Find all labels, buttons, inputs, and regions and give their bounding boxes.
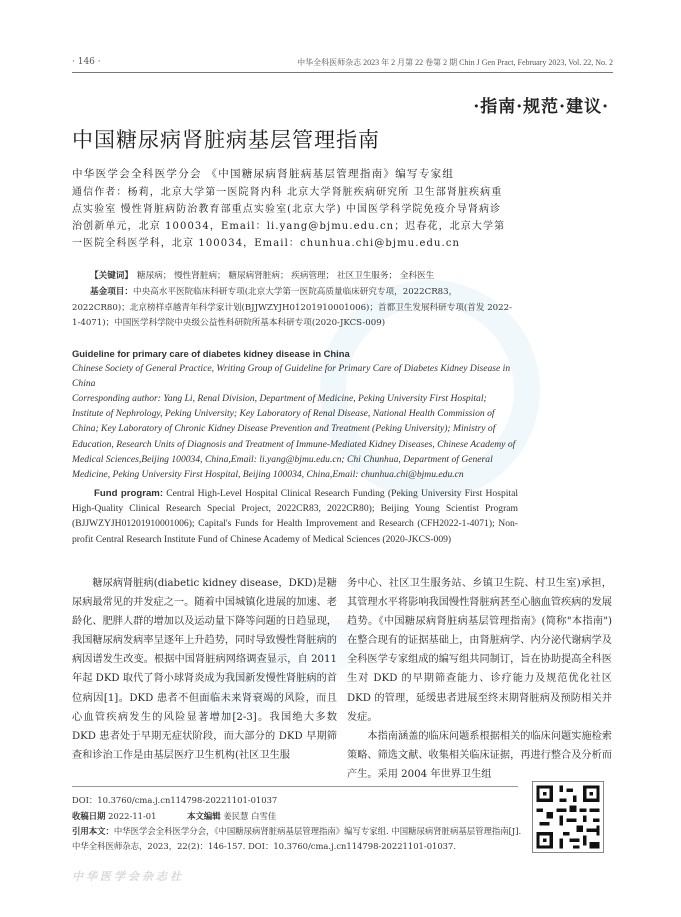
keywords	[90, 269, 434, 281]
english-fund-text: Central High-Level Hospital Clinical Research Funding (Peking University First Hospital High-Quality Clinical Research Special Project, 2022CR83, 2022CR80); Beijing Young Scientist Program (BJJWZYJH01201910001006); Capital's Funds for Health Improvement and Research (CFH2022-1-4071); Non-profit Central Research Institute Fund of Chinese Academy of Medical Sciences (2020-JKCS-009)	[72, 488, 518, 545]
english-organization: Chinese Society of General Practice, Writing Group of Guideline for Primary Care of Diabetes Kidney Disease in China	[72, 363, 511, 390]
received-date: 2022-11-01	[108, 811, 157, 821]
body-paragraph: 务中心、社区卫生服务站、乡镇卫生院、村卫生室)承担，其管理水平将影响我国慢性肾脏病甚至心脑血管疾病的发展趋势。《中国糖尿病肾脏病基层管理指南》(简称"本指南")在整合现有的证据基础上，由肾脏病学、内分泌代谢病学及全科医学专家组成的编写组共同制订，旨在协助提高全科医生对 DKD 的早期筛查能力、诊疗能力及规范优化社区 DKD 的管理，延缓患者进展至终末期肾脏病及预防相关并发症。	[347, 578, 612, 723]
journal-logo: 中华医学会杂志社	[72, 870, 184, 883]
corresponding-author: 通信作者：杨莉，北京大学第一医院肾内科 北京大学肾脏疾病研究所 卫生部肾脏疾病重点实验室 慢性肾脏病防治教育部重点实验室(北京大学) 中国医学科学院免疫介导肾病诊治创新单元，北京 100034，Email：li.yang@bjmu.edu.cn；迟春花，北京大学第一医院全科医学科，北京 100034，Email：chunhua.chi@bjmu.edu.cn	[72, 187, 506, 249]
received-label: 收稿日期	[72, 811, 106, 821]
keywords-label: 【关键词】	[90, 271, 133, 281]
english-fund-label: Fund program:	[94, 488, 164, 499]
fund-text-cn: 中央高水平医院临床科研专项(北京大学第一医院高质量临床研究专项，2022CR83，2022CR80)；北京榜样卓越青年科学家计划(BJJWZYJH01201910001006)；首都卫生发展科研专项(首发 2022-1-4071)；中国医学科学院中央级公益性科研院所基本科研专项(2020-JKCS-009)	[72, 287, 512, 328]
running-head: 中华全科医师杂志 2023 年 2 月第 22 卷第 2 期 Chin J Gen Pract, February 2023, Vol. 22, No. 2	[297, 58, 613, 67]
body-column-right	[347, 574, 612, 784]
keywords-text: 糖尿病； 慢性肾脏病； 糖尿病肾脏病； 疾病管理； 社区卫生服务； 全科医生	[136, 271, 435, 281]
qr-code-icon[interactable]	[532, 781, 604, 853]
citation-text: 中华医学会全科医学分会，《中国糖尿病肾脏病基层管理指南》编写专家组. 中国糖尿病肾脏病基层管理指南[J]. 中华全科医师杂志，2023，22(2)：146-157. DOI：10.3760/cma.j.cn114798-20221101-01037.	[72, 826, 522, 851]
header-rule	[72, 72, 613, 73]
editor-label: 本文编辑	[187, 811, 221, 821]
fund-label-cn: 基金项目：	[90, 287, 133, 297]
article-title: 中国糖尿病肾脏病基层管理指南	[72, 128, 380, 152]
body-column-left	[72, 574, 337, 765]
page-number: · 146 ·	[72, 57, 101, 67]
english-corresponding: Corresponding author: Yang Li, Renal Division, Department of Medicine, Peking University First Hospital; Institute of Nephrology, Peking University; Key Laboratory of Renal Disease, National Health Commission of China; Key Laboratory of Chronic Kidney Disease Prevention and Treatment (Peking University); Ministry of Education, Research Units of Diagnosis and Treatment of Immune-Mediated Kidney Diseases, Chinese Academy of Medical Sciences,Beijing 100034, China,Email: li.yang@bjmu.edu.cn; Chi Chunhua, Department of General Medicine, Peking University First Hospital, Beijing 100034, China,Email: chunhua.chi@bjmu.edu.cn	[72, 393, 516, 481]
editor-names: 姜民慧 白雪佳	[223, 811, 277, 821]
english-fund	[72, 486, 518, 547]
body-paragraph: 本指南涵盖的临床问题系根据相关的临床问题实施检索策略、筛选文献、收集相关临床证据，再进行整合及分析而产生。采用 2004 年世界卫生组	[347, 730, 612, 780]
doi: DOI：10.3760/cma.j.cn114798-20221101-01037	[72, 795, 278, 805]
citation	[72, 824, 528, 854]
english-title: Guideline for primary care of diabetes kidney disease in China	[72, 348, 350, 359]
section-label: ·指南·规范·建议·	[473, 97, 609, 117]
body-paragraph: 糖尿病肾脏病(diabetic kidney disease，DKD)是糖尿病最常见的并发症之一。随着中国城镇化进展的加速、老龄化、肥胖人群的增加以及运动量下降等问题的日趋显现，我国糖尿病发病率呈逐年上升趋势，同时导致慢性肾脏病的病因谱发生改变。根据中国肾脏病网络调查显示，自 2011 年起 DKD 取代了肾小球肾炎成为我国新发慢性肾脏病的首位病因[1]。DKD 患者不但面临未来肾衰竭的风险，而且心血管疾病发生的风险显著增加[2-3]。我国绝大多数 DKD 患者处于早期无症状阶段，而大部分的 DKD 早期筛查和诊治工作是由基层医疗卫生机构(社区卫生服	[72, 578, 337, 761]
author-line: 中华医学会全科医学分会 《中国糖尿病肾脏病基层管理指南》编写专家组	[72, 168, 455, 180]
citation-label: 引用本文：	[72, 826, 114, 836]
footer-rule	[72, 786, 518, 787]
fund-program-cn	[72, 285, 513, 332]
received-line	[72, 809, 522, 824]
